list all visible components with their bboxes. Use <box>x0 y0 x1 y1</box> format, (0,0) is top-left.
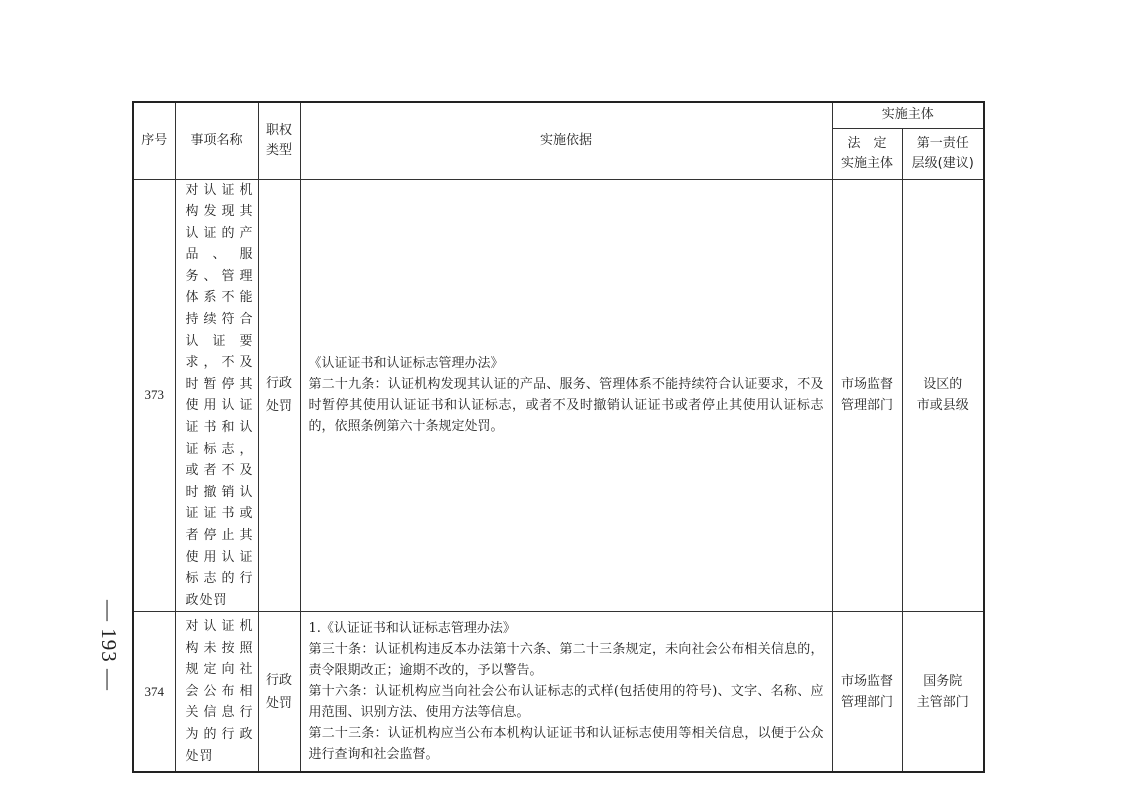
items-table <box>132 101 985 773</box>
row-legal-line1: 市场监督 <box>840 377 893 393</box>
row-type-line2: 处罚 <box>265 695 292 711</box>
basis-line: 1.《认证证书和认证标志管理办法》 <box>308 621 516 637</box>
header-legal-line1: 法 定 <box>847 135 887 151</box>
header-type-line1: 职权 <box>265 122 292 138</box>
row-item-name: 对认证机构未按照规定向社会公布相关信息行为的行政处罚 <box>175 612 258 772</box>
row-type-line1: 行政 <box>265 672 292 688</box>
header-resp-line1: 第一责任 <box>916 135 969 151</box>
row-resp-line1: 国务院 <box>923 673 963 689</box>
row-basis <box>300 612 832 772</box>
header-basis: 实施依据 <box>300 102 832 179</box>
row-legal-subject <box>832 612 902 772</box>
row-legal-subject <box>832 179 902 612</box>
row-legal-line2: 管理部门 <box>840 694 893 710</box>
row-legal-line1: 市场监督 <box>840 673 893 689</box>
row-legal-line2: 管理部门 <box>840 398 893 414</box>
row-responsibility-level <box>902 612 984 772</box>
row-resp-line2: 市或县级 <box>916 398 969 414</box>
header-row <box>133 102 984 128</box>
header-legal-line2: 实施主体 <box>840 155 893 171</box>
header-resp-line2: 层级(建议) <box>911 155 974 171</box>
row-authority-type <box>258 612 300 772</box>
basis-line: 第二十九条：认证机构发现其认证的产品、服务、管理体系不能持续符合认证要求，不及时暂停其使用认证证书和认证标志，或者不及时撤销认证证书或者停止其使用认证标志的，依照条例第六十条规定处罚。 <box>308 377 824 435</box>
basis-line: 第二十三条：认证机构应当公布本机构认证证书和认证标志使用等相关信息，以便于公众进行查询和社会监督。 <box>308 726 824 763</box>
basis-line: 第十六条：认证机构应当向社会公布认证标志的式样(包括使用的符号)、文字、名称、应用范围、识别方法、使用方法等信息。 <box>308 684 824 721</box>
row-basis <box>300 179 832 612</box>
row-responsibility-level <box>902 179 984 612</box>
row-type-line1: 行政 <box>265 376 292 392</box>
page-number <box>93 590 123 700</box>
table-row <box>133 179 984 612</box>
table-row <box>133 612 984 772</box>
page-number-text: — 193 — <box>96 599 121 691</box>
row-seq: 373 <box>133 179 175 612</box>
row-resp-line1: 设区的 <box>923 377 963 393</box>
row-resp-line2: 主管部门 <box>916 694 969 710</box>
basis-line: 《认证证书和认证标志管理办法》 <box>308 356 504 372</box>
row-type-line2: 处罚 <box>265 399 292 415</box>
row-item-name: 对认证机构发现其认证的产品、服务、管理体系不能持续符合认证要求，不及时暂停其使用认证证书和认证标志，或者不及时撤销认证证书或者停止其使用认证标志的行政处罚 <box>175 179 258 612</box>
header-subject-group: 实施主体 <box>832 102 984 128</box>
header-type-line2: 类型 <box>265 142 292 158</box>
header-type <box>258 102 300 179</box>
header-legal-subject <box>832 128 902 179</box>
header-name: 事项名称 <box>175 102 258 179</box>
row-seq: 374 <box>133 612 175 772</box>
header-seq: 序号 <box>133 102 175 179</box>
row-authority-type <box>258 179 300 612</box>
header-responsibility-level <box>902 128 984 179</box>
basis-line: 第三十条：认证机构违反本办法第十六条、第二十三条规定，未向社会公布相关信息的，责令限期改正；逾期不改的，予以警告。 <box>308 642 824 679</box>
